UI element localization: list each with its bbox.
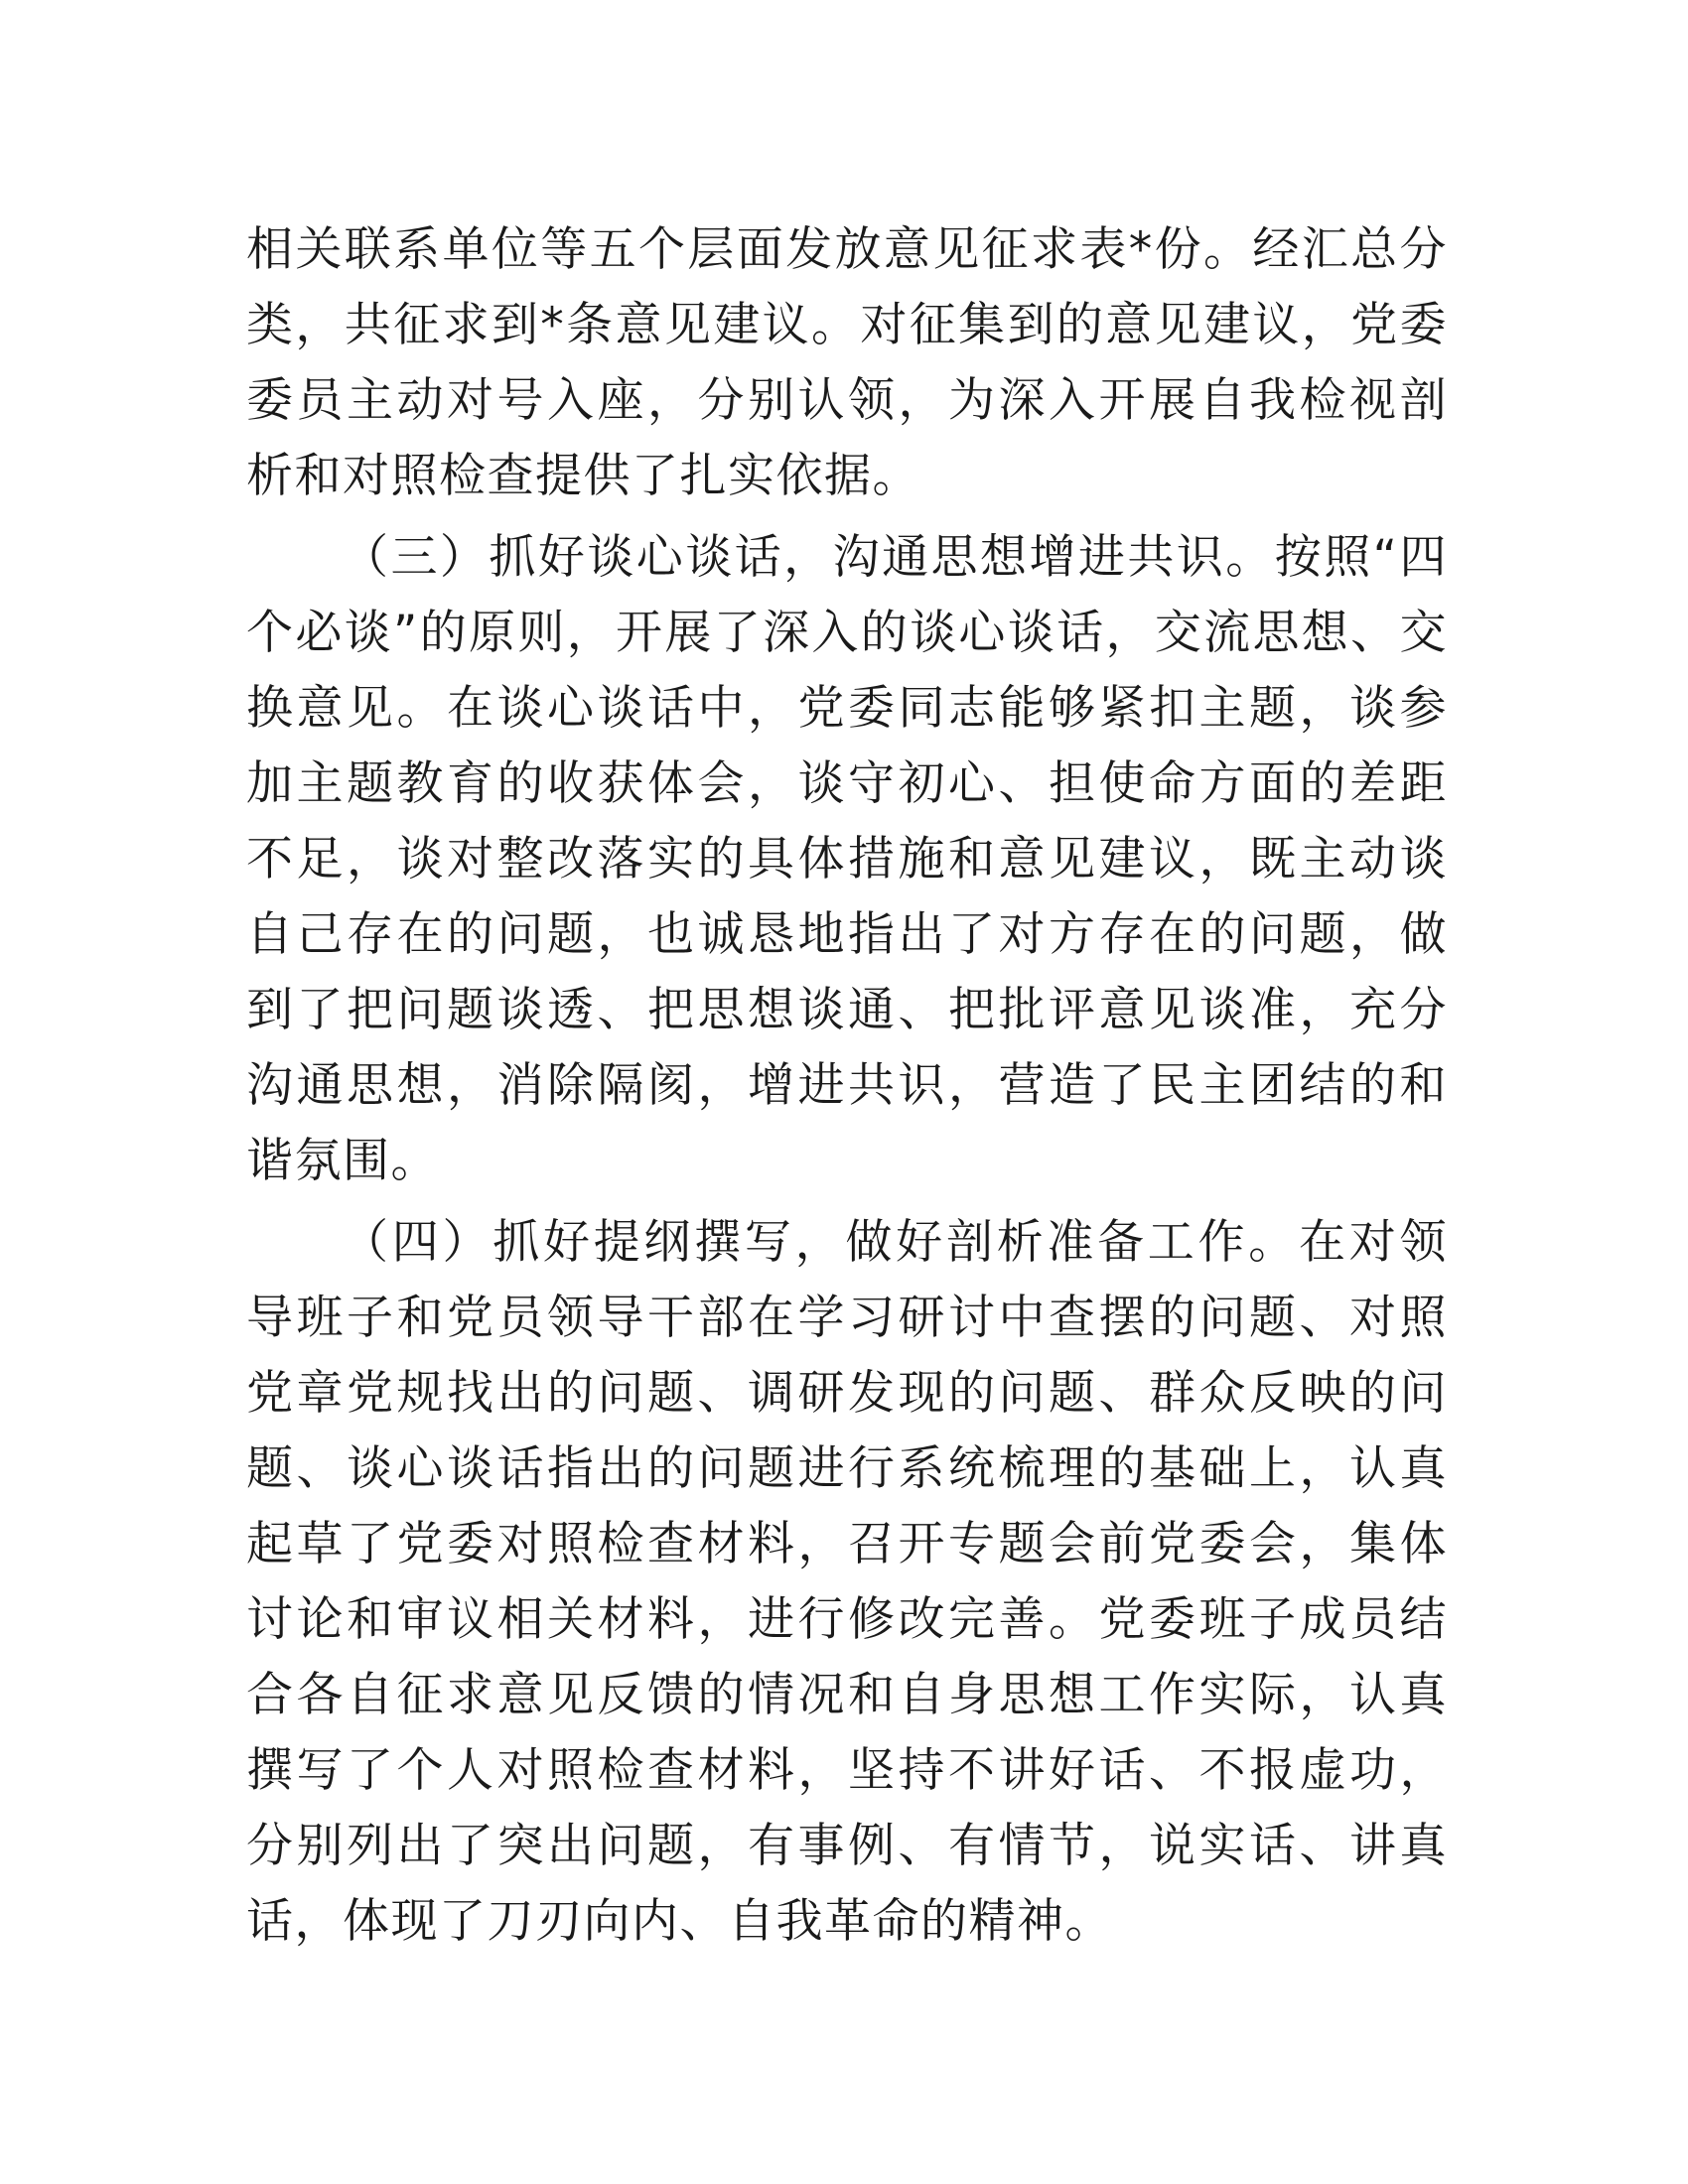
document-body [246,212,1448,1960]
paragraph-section-three: （三）抓好谈心谈话，沟通思想增进共识。按照“四个必谈”的原则，开展了深入的谈心谈话，交流思想、交换意见。在谈心谈话中，党委同志能够紧扣主题，谈参加主题教育的收获体会，谈守初心、担使命方面的差距不足，谈对整改落实的具体措施和意见建议，既主动谈自己存在的问题，也诚恳地指出了对方存在的问题，做到了把问题谈透、把思想谈通、把批评意见谈准，充分沟通思想，消除隔阂，增进共识，营造了民主团结的和谐氛围。 [246,530,1448,1188]
paragraph-section-four: （四）抓好提纲撰写，做好剖析准备工作。在对领导班子和党员领导干部在学习研讨中查摆的问题、对照党章党规找出的问题、调研发现的问题、群众反映的问题、谈心谈话指出的问题进行系统梳理的基础上，认真起草了党委对照检查材料，召开专题会前党委会，集体讨论和审议相关材料，进行修改完善。党委班子成员结合各自征求意见反馈的情况和自身思想工作实际，认真撰写了个人对照检查材料，坚持不讲好话、不报虚功，分别列出了突出问题，有事例、有情节，说实话、讲真话，体现了刀刃向内、自我革命的精神。 [246,1215,1448,1949]
paragraph-continued: 相关联系单位等五个层面发放意见征求表*份。经汇总分类，共征求到*条意见建议。对征集到的意见建议，党委委员主动对号入座，分别认领，为深入开展自我检视剖析和对照检查提供了扎实依据。 [246,222,1448,503]
